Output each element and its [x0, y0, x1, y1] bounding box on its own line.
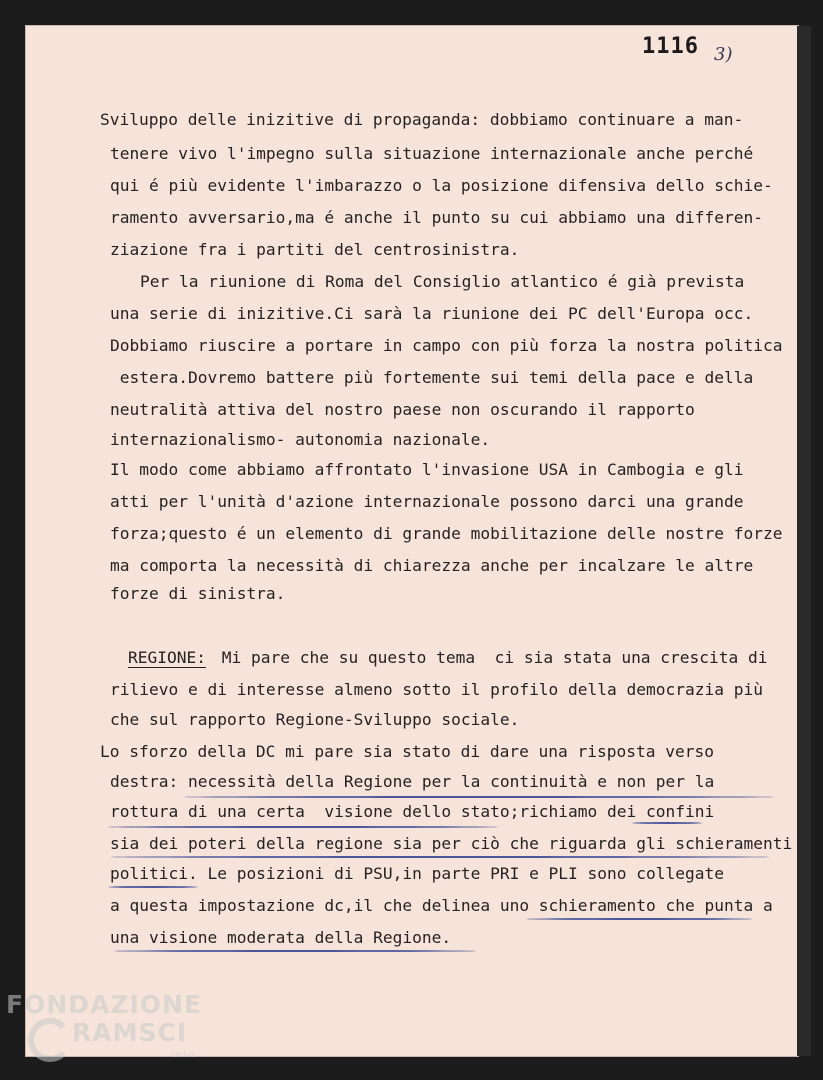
pen-underline: [114, 950, 476, 952]
text-line: rottura di una certa visione dello stato;richiamo dei confini: [110, 802, 715, 821]
text-line: politici. Le posizioni di PSU,in parte PRI e PLI sono collegate: [110, 864, 724, 883]
text-line: una visione moderata della Regione.: [110, 928, 452, 947]
text-line: Lo sforzo della DC mi pare sia stato di dare una risposta verso: [100, 742, 714, 761]
text-line: qui é più evidente l'imbarazzo o la posizione difensiva dello schie-: [110, 176, 773, 195]
text-line: a questa impostazione dc,il che delinea uno schieramento che punta a: [110, 896, 773, 915]
text-line: internazionalismo- autonomia nazionale.: [110, 430, 491, 449]
text-line: che sul rapporto Regione-Sviluppo sociale.: [110, 710, 520, 729]
g-logo-icon: [28, 1018, 72, 1062]
pen-underline: [526, 918, 752, 920]
text-line: ziazione fra i partiti del centrosinistra.: [110, 240, 520, 259]
watermark-line3: onlus: [172, 1050, 197, 1060]
text-line: Per la riunione di Roma del Consiglio atlantico é già prevista: [140, 272, 745, 291]
text-line: ramento avversario,ma é anche il punto su cui abbiamo una differen-: [110, 208, 763, 227]
text-line: Il modo come abbiamo affrontato l'invasione USA in Cambogia e gli: [110, 460, 744, 479]
text-line: atti per l'unità d'azione internazionale possono darci una grande: [110, 492, 744, 511]
text-line: rilievo e di interesse almeno sotto il profilo della democrazia più: [110, 680, 763, 699]
text-line: tenere vivo l'impegno sulla situazione internazionale anche perché: [110, 144, 754, 163]
text-line: forza;questo é un elemento di grande mobilitazione delle nostre forze: [110, 524, 783, 543]
text-line: sia dei poteri della regione sia per ciò che riguarda gli schieramenti: [110, 834, 793, 853]
page-edge: [797, 26, 811, 1056]
regione-heading: [128, 648, 206, 668]
text-line: Sviluppo delle inizitive di propaganda: dobbiamo continuare a man-: [100, 110, 744, 129]
pen-underline: [184, 796, 774, 798]
text-line: ma comporta la necessità di chiarezza anche per incalzare le altre: [110, 556, 754, 575]
fondazione-gramsci-watermark: [0, 990, 210, 1070]
pen-underline: [108, 826, 498, 828]
text-line: neutralità attiva del nostro paese non oscurando il rapporto: [110, 400, 695, 419]
watermark-line2: RAMSCI: [72, 1018, 188, 1047]
text-line: Mi pare che su questo tema ci sia stata una crescita di: [212, 648, 768, 667]
handwritten-page-number: 3): [714, 44, 733, 65]
text-line: una serie di inizitive.Ci sarà la riunione dei PC dell'Europa occ.: [110, 304, 754, 323]
text-line: estera.Dovremo battere più fortemente sui temi della pace e della: [110, 368, 754, 387]
pen-underline: [632, 822, 702, 824]
text-line: forze di sinistra.: [110, 584, 286, 603]
pen-underline: [110, 856, 770, 858]
page-number: 1116: [642, 34, 699, 59]
text-line: destra: necessità della Regione per la continuità e non per la: [110, 772, 715, 791]
pen-underline: [108, 886, 198, 888]
text-line: Dobbiamo riuscire a portare in campo con più forza la nostra politica: [110, 336, 783, 355]
regione-heading-text: REGIONE:: [128, 648, 206, 667]
watermark-line1: FONDAZIONE: [6, 990, 203, 1019]
